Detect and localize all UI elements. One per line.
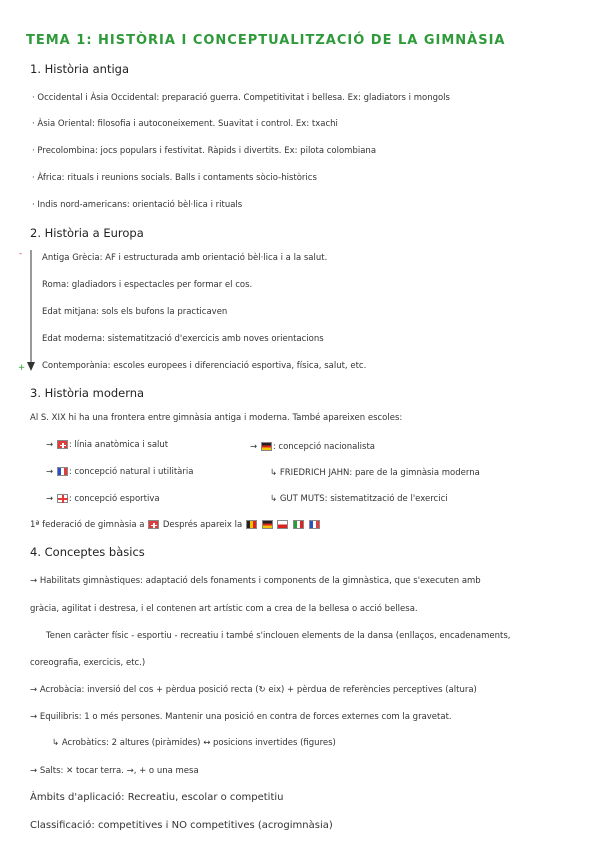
section-3-heading: 3. Història moderna: [30, 386, 145, 400]
german-flag-icon: [261, 442, 272, 451]
school-item: → : línia anatòmica i salut: [46, 440, 169, 450]
german-flag-icon: [262, 520, 273, 529]
belgian-flag-icon: [246, 520, 257, 529]
text-line: → Equilibris: 1 o més persones. Mantenir una posició en contra de forces externes com la gravetat.: [30, 712, 452, 722]
text-line: Tenen caràcter físic - esportiu - recreatiu i també s'inclouen elements de la dansa (enllaços, encadenaments,: [46, 631, 511, 641]
list-item: Roma: gladiadors i espectacles per formar el cos.: [42, 280, 253, 290]
plus-marker: +: [18, 363, 26, 373]
english-flag-icon: [57, 494, 68, 503]
text-line: gràcia, agilitat i destresa, i el contenen art artístic com a crea de la bellesa o acció bellesa.: [30, 604, 418, 614]
text-line: Classificació: competitives i NO competitives (acrogimnàsia): [30, 820, 333, 831]
section-2-heading: 2. Història a Europa: [30, 226, 144, 240]
school-item: → : concepció nacionalista: [250, 442, 376, 452]
list-item: · Indis nord-americans: orientació bèl·lica i rituals: [32, 200, 243, 210]
text-line: → Salts: ✕ tocar terra. →, + o una mesa: [30, 766, 199, 776]
polish-flag-icon: [277, 520, 288, 529]
list-item: · Àsia Oriental: filosofia i autoconeixement. Suavitat i control. Ex: txachi: [32, 119, 338, 129]
minus-marker: -: [19, 249, 23, 259]
list-item: Edat moderna: sistematització d'exercicis amb noves orientacions: [42, 334, 324, 344]
school-item: ↳ GUT MUTS: sistematització de l'exercici: [270, 494, 448, 504]
french-flag-icon: [57, 467, 68, 476]
page-title: TEMA 1: HISTÒRIA I CONCEPTUALITZACIÓ DE LA GIMNÀSIA: [26, 33, 506, 48]
list-item: Edat mitjana: sols els bufons la practicaven: [42, 307, 228, 317]
section-1-heading: 1. Història antiga: [30, 62, 130, 76]
section-4-heading: 4. Conceptes bàsics: [30, 545, 145, 559]
text-line: → Habilitats gimnàstiques: adaptació dels fonaments i components de la gimnàstica, que s'executen amb: [30, 576, 481, 586]
list-item: · Precolombina: jocs populars i festivitat. Ràpids i divertits. Ex: pilota colombiana: [32, 146, 377, 156]
school-item: ↳ FRIEDRICH JAHN: pare de la gimnàsia moderna: [270, 468, 480, 478]
french-flag-icon: [309, 520, 320, 529]
italian-flag-icon: [293, 520, 304, 529]
list-item: · Àfrica: rituals i reunions socials. Balls i contaments sòcio-històrics: [32, 173, 317, 183]
federation-line: 1ª federació de gimnàsia a Després apareix la: [30, 520, 321, 530]
text-line: coreografia, exercicis, etc.): [30, 658, 146, 668]
list-item: · Occidental i Àsia Occidental: preparació guerra. Competitivitat i bellesa. Ex: gladiators i mongols: [32, 93, 450, 103]
text-line: → Acrobàcia: inversió del cos + pèrdua posició recta (↻ eix) + pèrdua de referències perceptives (altura): [30, 685, 477, 695]
list-item: Contemporània: escoles europees i diferenciació esportiva, física, salut, etc.: [42, 361, 367, 371]
swiss-flag-icon: [57, 440, 68, 449]
list-item: Antiga Grècia: AF i estructurada amb orientació bèl·lica i a la salut.: [42, 253, 328, 263]
text-line: ↳ Acrobàtics: 2 altures (piràmides) ↔ posicions invertides (figures): [52, 738, 336, 748]
school-item: → : concepció natural i utilitària: [46, 467, 194, 477]
swiss-flag-icon: [148, 520, 159, 529]
timeline-arrow-icon: [26, 250, 36, 372]
section-3-intro: Al S. XIX hi ha una frontera entre gimnàsia antiga i moderna. També apareixen escoles:: [30, 413, 403, 423]
school-item: → : concepció esportiva: [46, 494, 160, 504]
text-line: Àmbits d'aplicació: Recreatiu, escolar o competitiu: [30, 792, 284, 803]
